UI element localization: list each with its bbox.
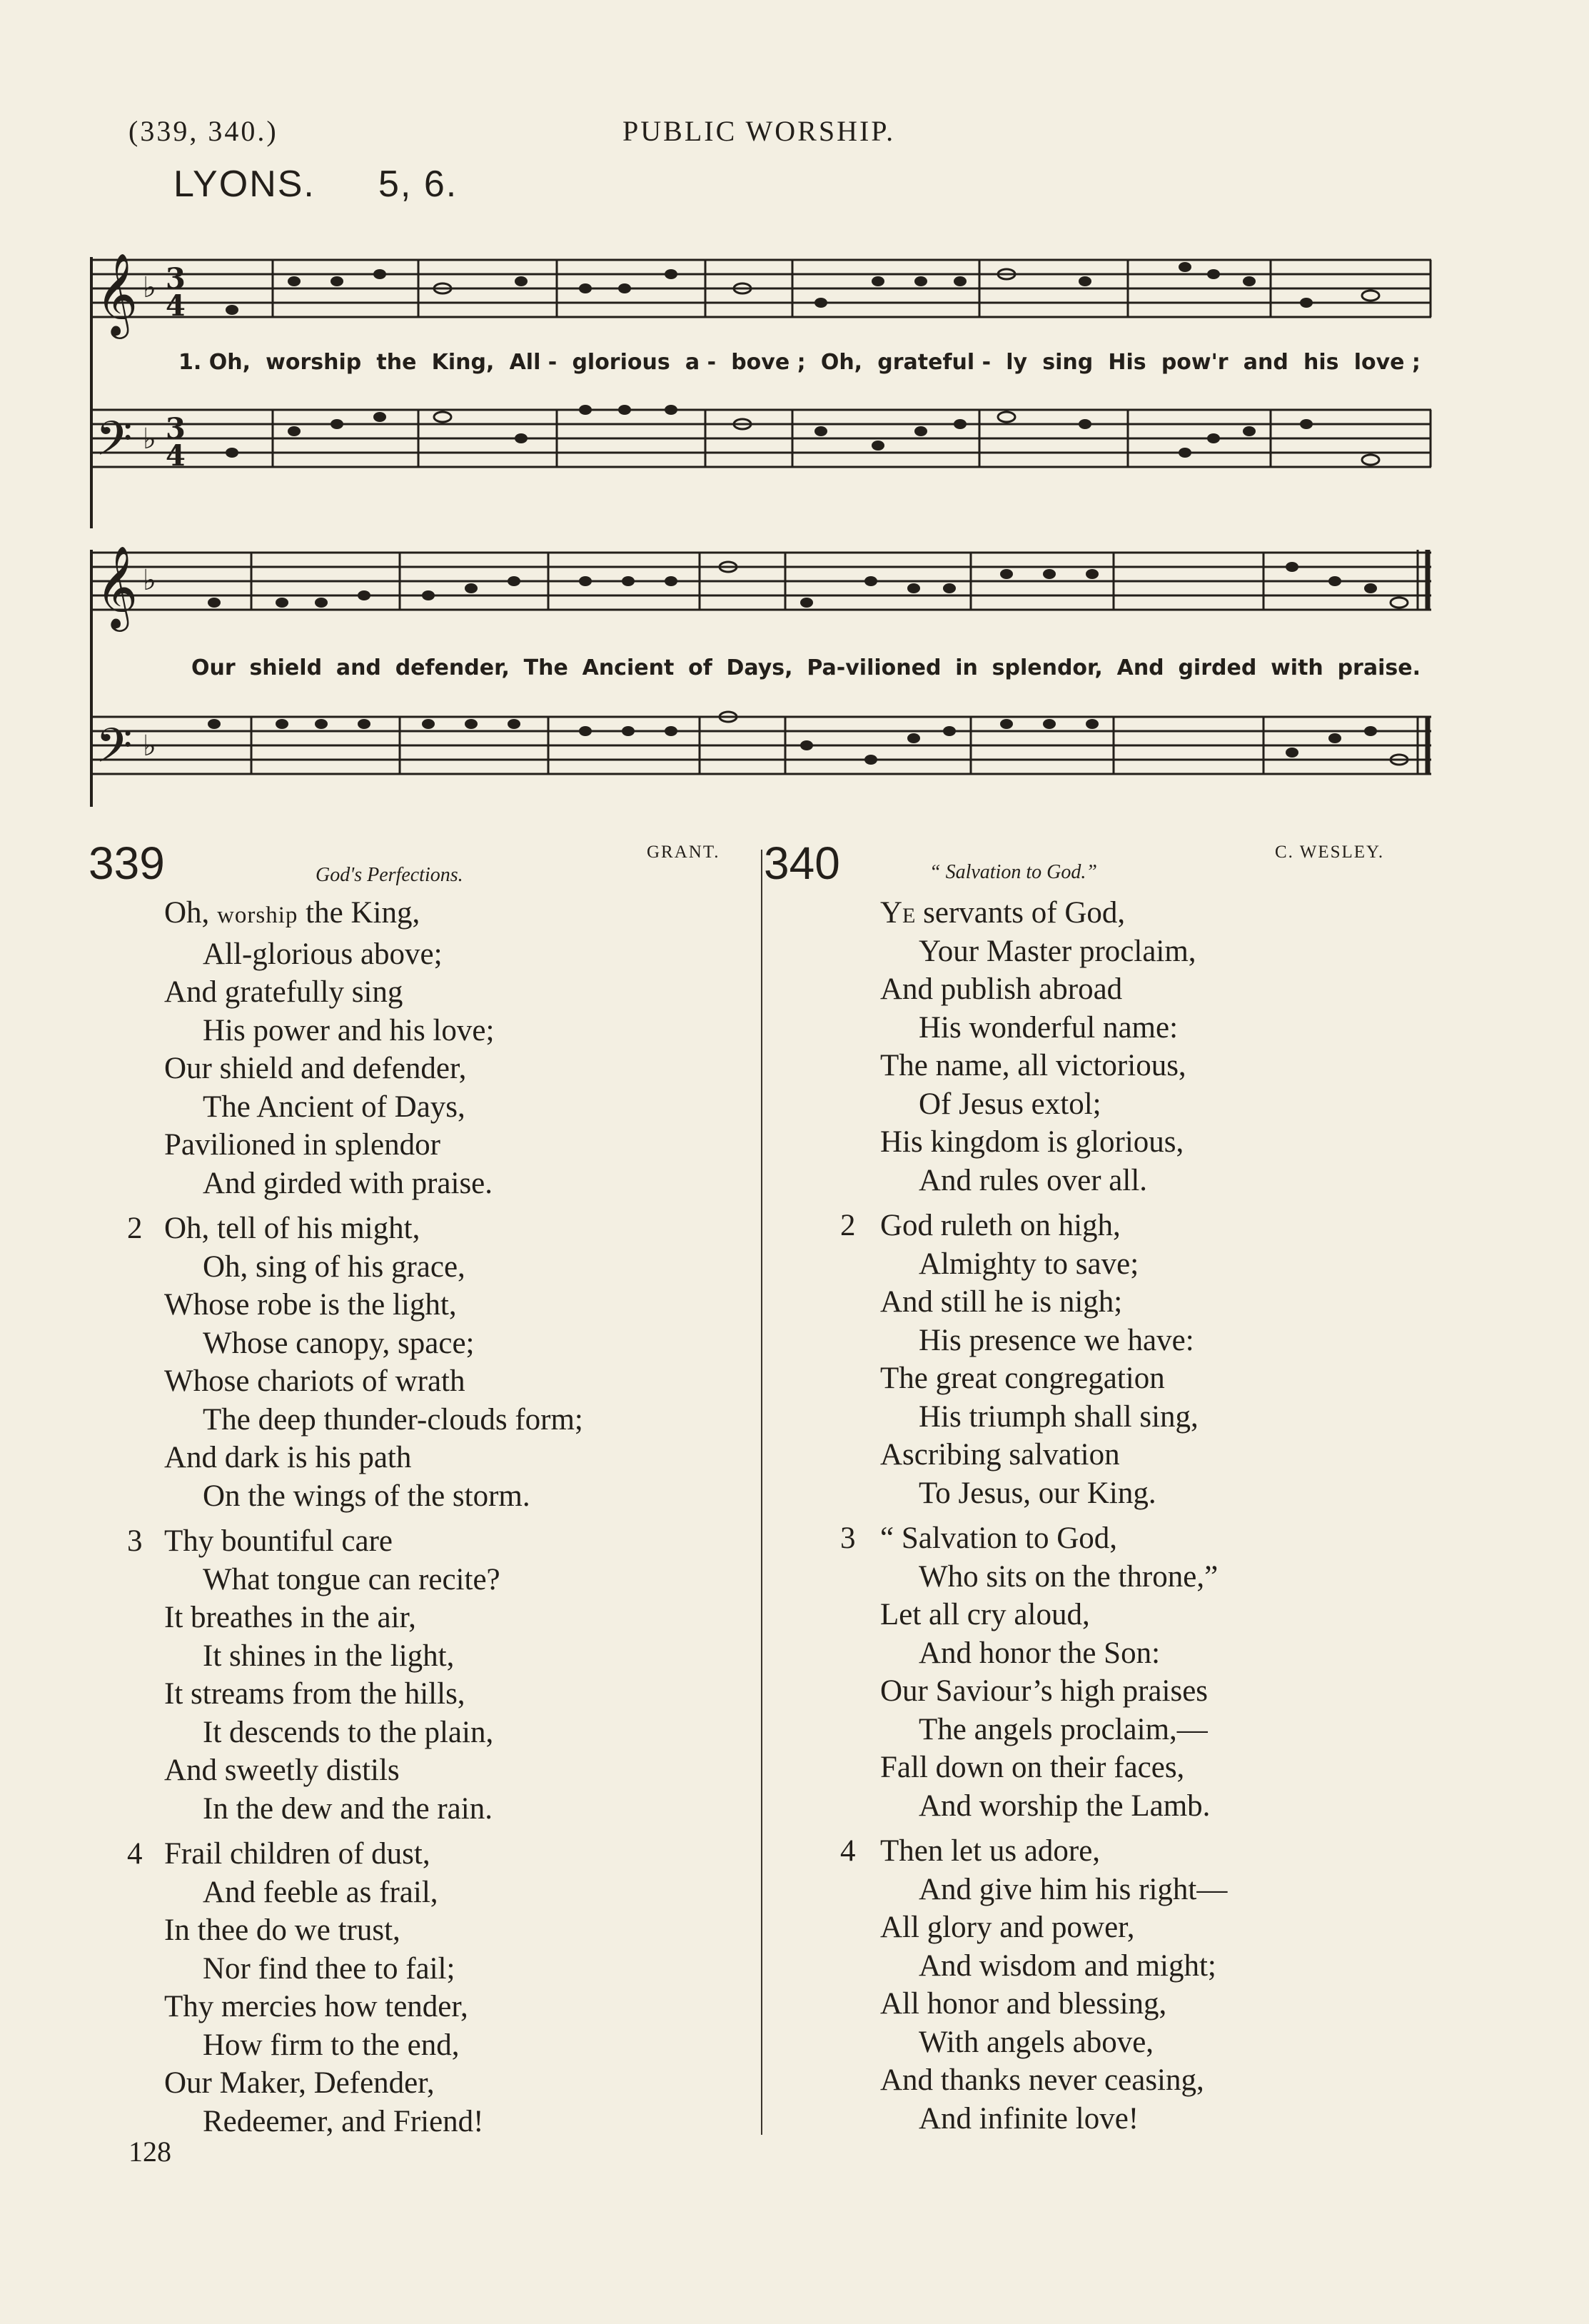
svg-text:♭: ♭ [143,564,156,597]
svg-text:𝄞: 𝄞 [96,545,138,628]
music-system-1 [86,228,1442,528]
page-number: 128 [128,2136,171,2168]
lyrics-line-2: Our shield and defender, The Ancient of Days, Pa-vilioned in splendor, And girded with praise. [191,655,1421,680]
svg-text:♭: ♭ [143,423,156,456]
treble-clef-icon: 𝄞 [96,252,138,336]
hymn-340-author: C. WESLEY. [1275,842,1385,862]
hymn-339-subtitle: God's Perfections. [316,864,463,886]
hymn-refs: (339, 340.) [128,115,278,147]
stanza-1: Ye servants of God, Your Master proclaim, And publish abroad His wonderful name: The name, all victorious, Of Jesus extol; His kingdom is glorious, And rules over all. [880,896,1196,1197]
treble-staff-1 [93,260,1431,317]
tune-name: LYONS. [173,164,316,205]
svg-text:4: 4 [166,439,186,473]
stanza-2: 2 God ruleth on high, Almighty to save; And still he is nigh; His presence we have: The great congregation His triumph shall sing, Ascribing salvation To Jesus, our King. [840,1209,1199,1510]
svg-text:3: 3 [166,412,186,446]
stanza-4: 4 Then let us adore, And give him his right— All glory and power, And wisdom and might; All honor and blessing, With angels above, And thanks never ceasing, And infinite love! [840,1834,1228,2136]
stanza-3: 3 Thy bountiful care What tongue can recite? It breathes in the air, It shines in the light, It streams from the hills, It descends to the plain, And sweetly distils In the dew and the rain. [127,1524,500,1826]
bass-staff-2 [93,717,1431,774]
stanza-3: 3 “ Salvation to God, Who sits on the throne,” Let all cry aloud, And honor the Son: Our Saviour’s high praises The angels proclaim,— Fall down on their faces, And worship the Lamb. [840,1521,1219,1823]
section-title: PUBLIC WORSHIP. [622,115,896,147]
hymn-339-number: 339 [89,837,165,889]
svg-text:3: 3 [166,262,186,296]
hymn-340-number: 340 [764,837,840,889]
bass-clef-icon: 𝄢 [96,411,133,478]
tune-meter: 5, 6. [378,164,458,205]
svg-text:♭: ♭ [143,271,156,304]
svg-text:4: 4 [166,289,186,323]
svg-text:𝄢: 𝄢 [96,718,133,785]
column-divider [761,850,762,2135]
bass-staff-1 [93,410,1431,467]
stanza-4: 4 Frail children of dust, And feeble as frail, In thee do we trust, Nor find thee to fail; Thy mercies how tender, How firm to the end, Our Maker, Defender, Redeemer, and Friend! [127,1837,484,2138]
hymn-339-author: GRANT. [647,842,720,862]
lyrics-line-1: 1. Oh, worship the King, All - glorious a - bove ; Oh, grateful - ly sing His pow'r and his love ; [178,350,1421,375]
treble-staff-2 [93,553,1431,610]
stanza-2: 2 Oh, tell of his might, Oh, sing of his grace, Whose robe is the light, Whose canopy, space; Whose chariots of wrath The deep thunder-clouds form; And dark is his path On the wings of the storm. [127,1212,583,1513]
svg-text:♭: ♭ [143,730,156,763]
hymn-339-text [127,894,583,2141]
stanza-1: Oh, worship the King, All-glorious above; And gratefully sing His power and his love; Our shield and defender, The Ancient of Days, Pavilioned in splendor And girded with praise. [164,896,495,1200]
hymn-340-subtitle: “ Salvation to God.” [929,861,1097,883]
hymn-340-text [840,894,1228,2138]
